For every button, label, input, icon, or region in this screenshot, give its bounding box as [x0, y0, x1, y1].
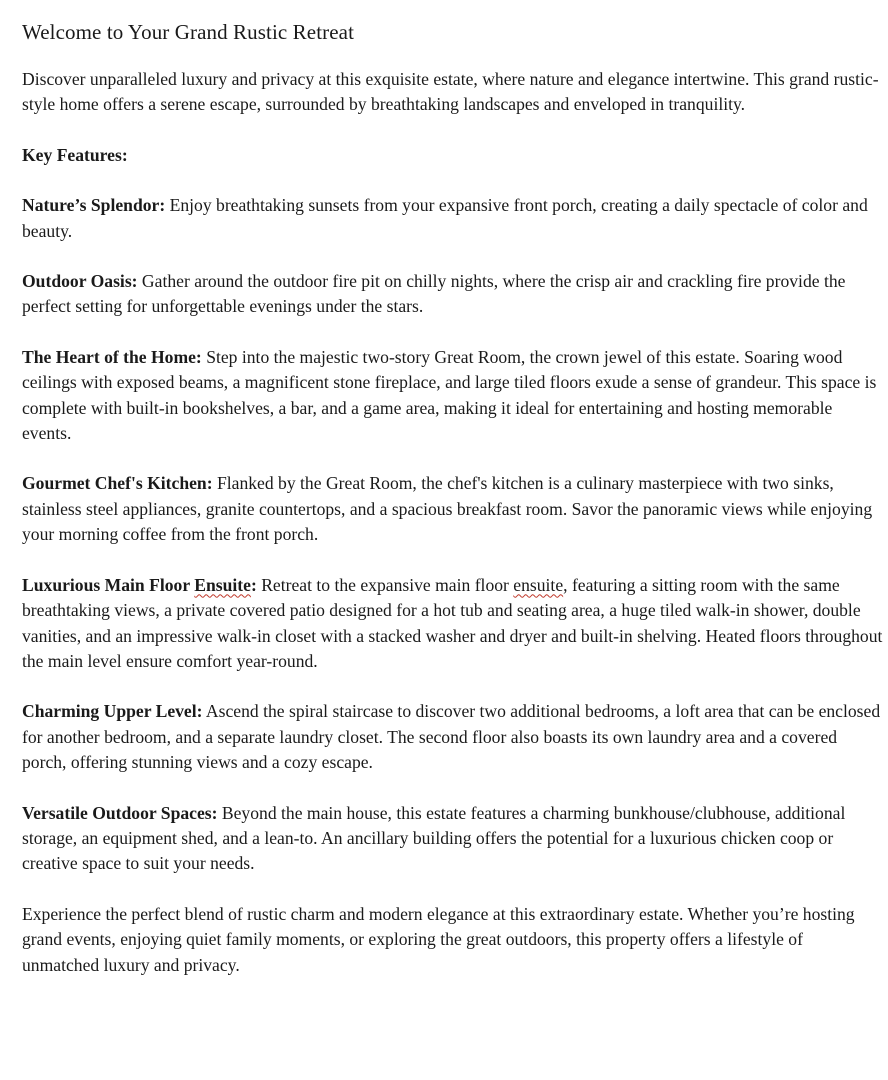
- feature-text: Flanked by the Great Room, the chef's kitchen is a culinary masterpiece with two sinks, stainless steel appliances, granite countertops, and a spacious breakfast room. Savor the panoramic views while enjoying your morning coffee from the front porch.: [22, 473, 873, 545]
- spellcheck-word: ensuite: [513, 574, 564, 595]
- feature-text: Gather around the outdoor fire pit on chilly nights, where the crisp air and crackling fire provide the perfect setting for unforgettable evenings under the stars.: [22, 271, 846, 317]
- feature-heading: Charming Upper Level:: [22, 701, 203, 722]
- feature-text: Enjoy breathtaking sunsets from your expansive front porch, creating a daily spectacle of color and beauty.: [22, 195, 868, 241]
- feature-text: Beyond the main house, this estate features a charming bunkhouse/clubhouse, additional storage, an equipment shed, and a lean-to. An ancillary building offers the potential for a luxurious chicken coop or creative space to suit your needs.: [22, 802, 846, 874]
- feature-outdoor-oasis: [22, 269, 884, 320]
- key-features-heading: Key Features:: [22, 144, 128, 165]
- intro-paragraph: Discover unparalleled luxury and privacy at this exquisite estate, where nature and elegance intertwine. This grand rustic-style home offers a serene escape, surrounded by breathtaking landscapes and enveloped in tranquility.: [22, 69, 879, 115]
- feature-heart-of-home: [22, 345, 884, 447]
- feature-heading: Gourmet Chef's Kitchen:: [22, 473, 213, 494]
- document: [22, 18, 884, 1003]
- feature-heading-pre: Luxurious Main Floor: [22, 574, 195, 595]
- spellcheck-word: Ensuite: [194, 574, 251, 595]
- feature-heading: Nature’s Splendor:: [22, 195, 166, 216]
- feature-text-pre: Retreat to the expansive main floor: [256, 574, 514, 595]
- feature-outdoor-spaces: [22, 801, 884, 877]
- feature-text: Step into the majestic two-story Great Room, the crown jewel of this estate. Soaring wood ceilings with exposed beams, a magnificent stone fireplace, and large tiled floors exude a sense of grandeur. This space is complete with built-in bookshelves, a bar, and a game area, making it ideal for entertaining and hosting memorable events.: [22, 346, 877, 444]
- feature-main-floor-ensuite: [22, 573, 884, 675]
- feature-gourmet-kitchen: [22, 471, 884, 547]
- feature-heading: Versatile Outdoor Spaces:: [22, 802, 218, 823]
- feature-heading-post: :: [250, 574, 257, 595]
- document-title: Welcome to Your Grand Rustic Retreat: [22, 20, 355, 44]
- feature-text-post: , featuring a sitting room with the same breathtaking views, a private covered patio designed for a hot tub and seating area, a huge tiled walk-in shower, double vanities, and an impressive walk-in closet with a stacked washer and dryer and built-in shelving. Heated floors throughout the main level ensure comfort year-round.: [22, 574, 883, 671]
- feature-heading: [22, 575, 257, 595]
- feature-heading: The Heart of the Home:: [22, 346, 202, 367]
- closing-paragraph: Experience the perfect blend of rustic charm and modern elegance at this extraordinary estate. Whether you’re hosting grand events, enjoying quiet family moments, or exploring the great outdoors, this property offers a lifestyle of unmatched luxury and privacy.: [22, 903, 855, 975]
- feature-natures-splendor: [22, 193, 884, 244]
- feature-upper-level: [22, 699, 884, 775]
- feature-heading: Outdoor Oasis:: [22, 271, 138, 292]
- feature-text: Ascend the spiral staircase to discover two additional bedrooms, a loft area that can be enclosed for another bedroom, and a separate laundry closet. The second floor also boasts its own laundry area and a covered porch, offering stunning views and a cozy escape.: [22, 701, 881, 773]
